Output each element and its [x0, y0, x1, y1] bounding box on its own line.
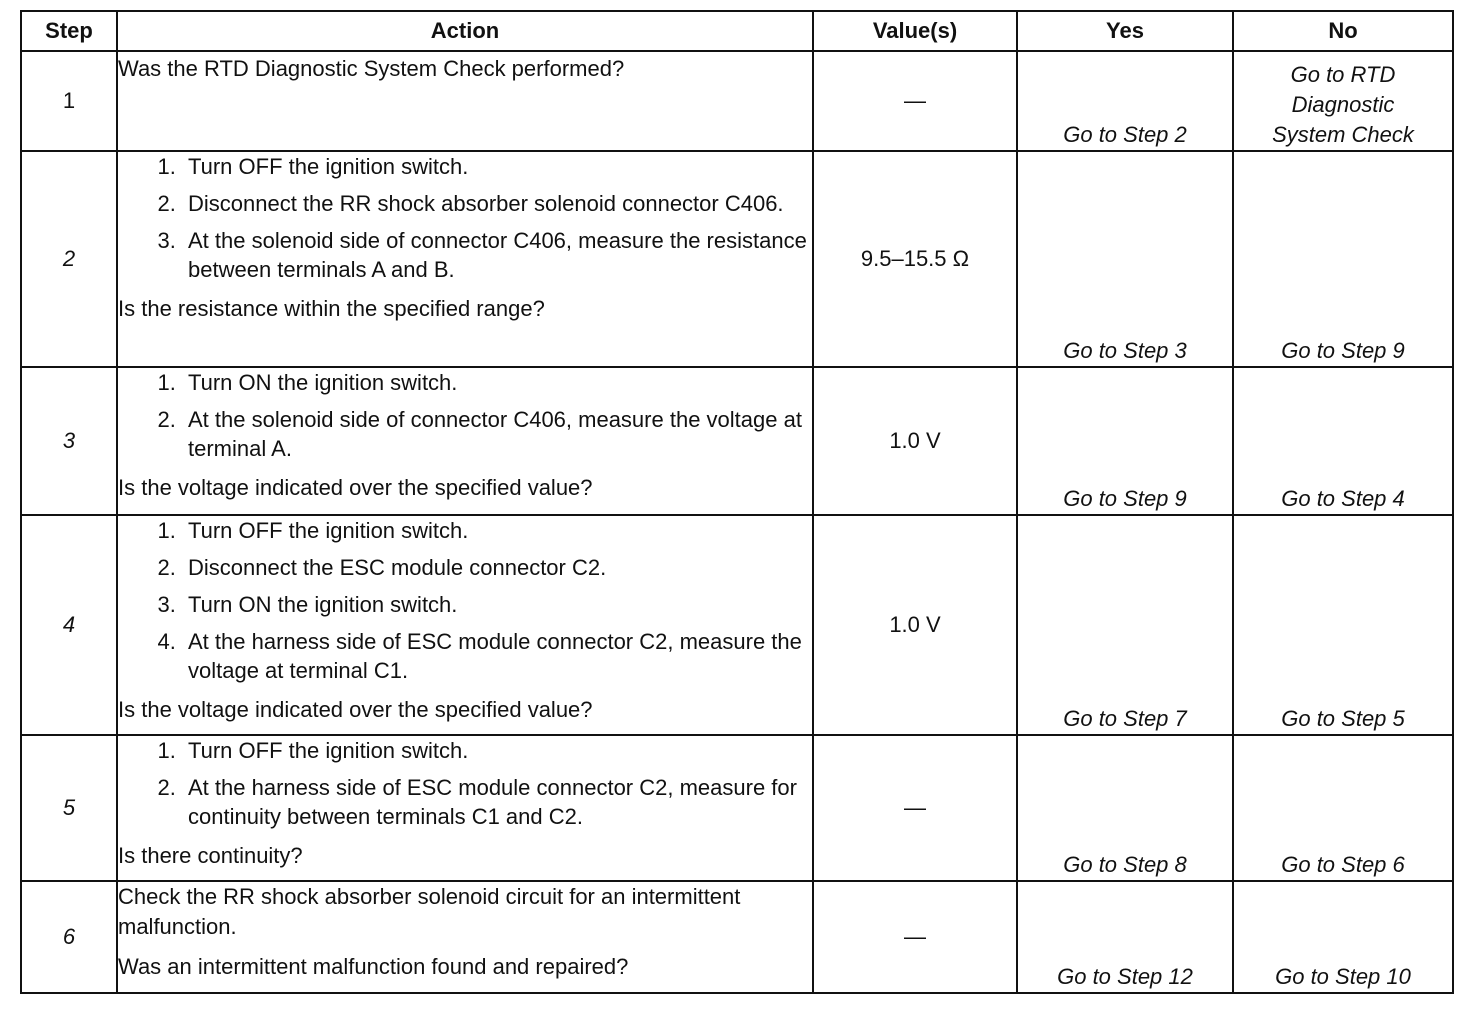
step-number: 4: [21, 515, 117, 735]
value-cell: —: [813, 881, 1017, 993]
action-steps-list: [118, 152, 812, 284]
action-steps-list: [118, 368, 812, 463]
action-step-item: 1. Turn OFF the ignition switch.: [182, 516, 812, 545]
no-link[interactable]: [1233, 51, 1453, 151]
action-question: Is there continuity?: [118, 843, 303, 868]
action-step-item: 2. At the solenoid side of connector C406, measure the voltage at terminal A.: [182, 405, 812, 463]
header-row: [21, 11, 1453, 51]
action-question: Is the voltage indicated over the specified value?: [118, 475, 593, 500]
no-link-text: [1234, 60, 1452, 150]
action-step-item: 2. Disconnect the RR shock absorber solenoid connector C406.: [182, 189, 812, 218]
action-step-item: 1. Turn OFF the ignition switch.: [182, 152, 812, 181]
header-step: Step: [21, 11, 117, 51]
table-row-step-6: [21, 881, 1453, 993]
no-link-line2: Diagnostic: [1291, 92, 1395, 117]
value-cell: 9.5–15.5 Ω: [813, 151, 1017, 367]
diagnostic-table-page: [20, 10, 1452, 994]
action-steps-list: [118, 516, 812, 685]
action-cell: [117, 881, 813, 993]
table-row-step-3: [21, 367, 1453, 515]
action-step-item: 1. Turn OFF the ignition switch.: [182, 736, 812, 765]
yes-link[interactable]: Go to Step 9: [1017, 367, 1233, 515]
yes-link[interactable]: Go to Step 12: [1017, 881, 1233, 993]
action-step-item: 2. At the harness side of ESC module connector C2, measure for continuity between terminals C1 and C2.: [182, 773, 812, 831]
action-question: Is the resistance within the specified range?: [118, 296, 545, 321]
value-cell: —: [813, 735, 1017, 881]
step-number: 2: [21, 151, 117, 367]
action-step-item: 3. At the solenoid side of connector C406, measure the resistance between terminals A and B.: [182, 226, 812, 284]
value-cell: 1.0 V: [813, 515, 1017, 735]
header-yes: Yes: [1017, 11, 1233, 51]
table-row-step-4: [21, 515, 1453, 735]
no-link[interactable]: Go to Step 6: [1233, 735, 1453, 881]
action-intro: Check the RR shock absorber solenoid circuit for an intermittent malfunction.: [118, 884, 741, 939]
no-link[interactable]: Go to Step 9: [1233, 151, 1453, 367]
action-steps-list: [118, 736, 812, 831]
no-link[interactable]: Go to Step 10: [1233, 881, 1453, 993]
action-cell: [117, 515, 813, 735]
yes-link[interactable]: Go to Step 2: [1017, 51, 1233, 151]
value-cell: 1.0 V: [813, 367, 1017, 515]
value-cell: —: [813, 51, 1017, 151]
action-cell: [117, 735, 813, 881]
action-cell: [117, 51, 813, 151]
no-link[interactable]: Go to Step 4: [1233, 367, 1453, 515]
table-row-step-5: [21, 735, 1453, 881]
header-values: Value(s): [813, 11, 1017, 51]
no-link-line3: System Check: [1272, 122, 1414, 147]
yes-link[interactable]: Go to Step 7: [1017, 515, 1233, 735]
table-row-step-2: [21, 151, 1453, 367]
step-number: 3: [21, 367, 117, 515]
header-action: Action: [117, 11, 813, 51]
action-cell: [117, 367, 813, 515]
action-step-item: 1. Turn ON the ignition switch.: [182, 368, 812, 397]
header-no: No: [1233, 11, 1453, 51]
action-question: Is the voltage indicated over the specified value?: [118, 697, 593, 722]
action-step-item: 3. Turn ON the ignition switch.: [182, 590, 812, 619]
step-number: 6: [21, 881, 117, 993]
yes-link[interactable]: Go to Step 3: [1017, 151, 1233, 367]
action-step-item: 4. At the harness side of ESC module connector C2, measure the voltage at terminal C1.: [182, 627, 812, 685]
action-question: Was an intermittent malfunction found and repaired?: [118, 954, 629, 979]
step-number: 5: [21, 735, 117, 881]
action-cell: [117, 151, 813, 367]
action-question: Was the RTD Diagnostic System Check performed?: [118, 56, 625, 81]
diagnostic-table: [20, 10, 1454, 994]
table-row-step-1: [21, 51, 1453, 151]
step-number: 1: [21, 51, 117, 151]
no-link-line1: RTD: [1350, 62, 1396, 87]
no-link-prefix: Go to: [1290, 62, 1345, 87]
action-step-item: 2. Disconnect the ESC module connector C2.: [182, 553, 812, 582]
no-link[interactable]: Go to Step 5: [1233, 515, 1453, 735]
yes-link[interactable]: Go to Step 8: [1017, 735, 1233, 881]
